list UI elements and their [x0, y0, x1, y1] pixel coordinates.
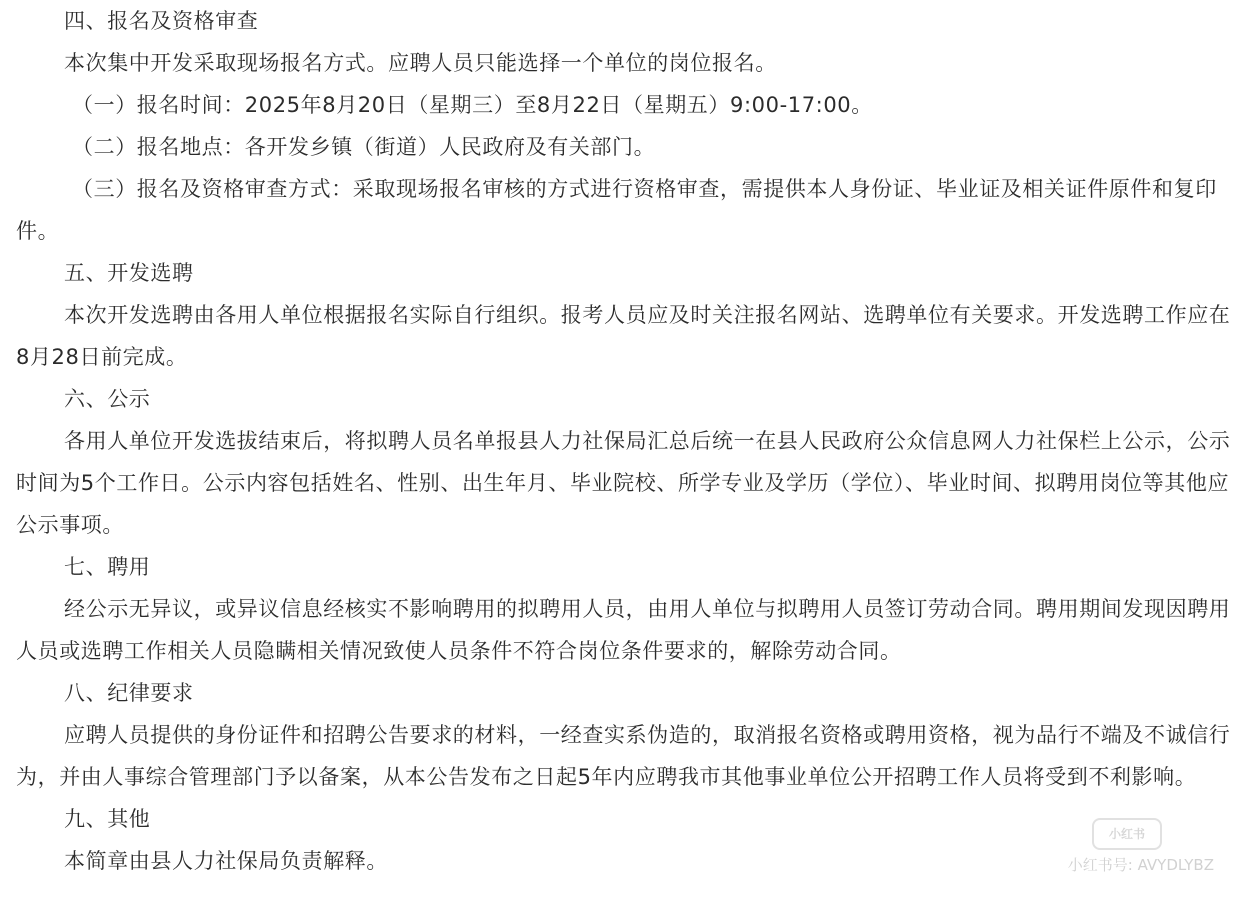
document-body: [16, 0, 1244, 882]
paragraph-item: （三）报名及资格审查方式：采取现场报名审核的方式进行资格审查，需提供本人身份证、毕业证及相关证件原件和复印件。: [16, 177, 1217, 243]
section-heading: 九、其他: [64, 807, 151, 831]
paragraph-item: （二）报名地点：各开发乡镇（街道）人民政府及有关部门。: [72, 135, 656, 159]
paragraph: 本次开发选聘由各用人单位根据报名实际自行组织。报考人员应及时关注报名网站、选聘单位有关要求。开发选聘工作应在8月28日前完成。: [16, 303, 1231, 369]
paragraph-item: （一）报名时间：2025年8月20日（星期三）至8月22日（星期五）9:00-17:00。: [72, 93, 873, 117]
section-heading: 八、纪律要求: [64, 681, 194, 705]
section-heading: 七、聘用: [64, 555, 151, 579]
section-heading: 四、报名及资格审查: [64, 9, 259, 33]
paragraph: 应聘人员提供的身份证件和招聘公告要求的材料，一经查实系伪造的，取消报名资格或聘用资格，视为品行不端及不诚信行为，并由人事综合管理部门予以备案，从本公告发布之日起5年内应聘我市其他事业单位公开招聘工作人员将受到不利影响。: [16, 723, 1231, 789]
paragraph: 本次集中开发采取现场报名方式。应聘人员只能选择一个单位的岗位报名。: [64, 51, 777, 75]
paragraph: 各用人单位开发选拔结束后，将拟聘人员名单报县人力社保局汇总后统一在县人民政府公众信息网人力社保栏上公示，公示时间为5个工作日。公示内容包括姓名、性别、出生年月、毕业院校、所学专业及学历（学位）、毕业时间、拟聘用岗位等其他应公示事项。: [16, 429, 1231, 537]
section-heading: 五、开发选聘: [64, 261, 194, 285]
watermark-logo: 小红书: [1092, 818, 1162, 850]
section-heading: 六、公示: [64, 387, 151, 411]
watermark-id: 小红书号: AVYDLYBZ: [1067, 856, 1214, 874]
paragraph: 经公示无异议，或异议信息经核实不影响聘用的拟聘用人员，由用人单位与拟聘用人员签订劳动合同。聘用期间发现因聘用人员或选聘工作相关人员隐瞒相关情况致使人员条件不符合岗位条件要求的，解除劳动合同。: [16, 597, 1231, 663]
paragraph: 本简章由县人力社保局负责解释。: [64, 849, 388, 873]
